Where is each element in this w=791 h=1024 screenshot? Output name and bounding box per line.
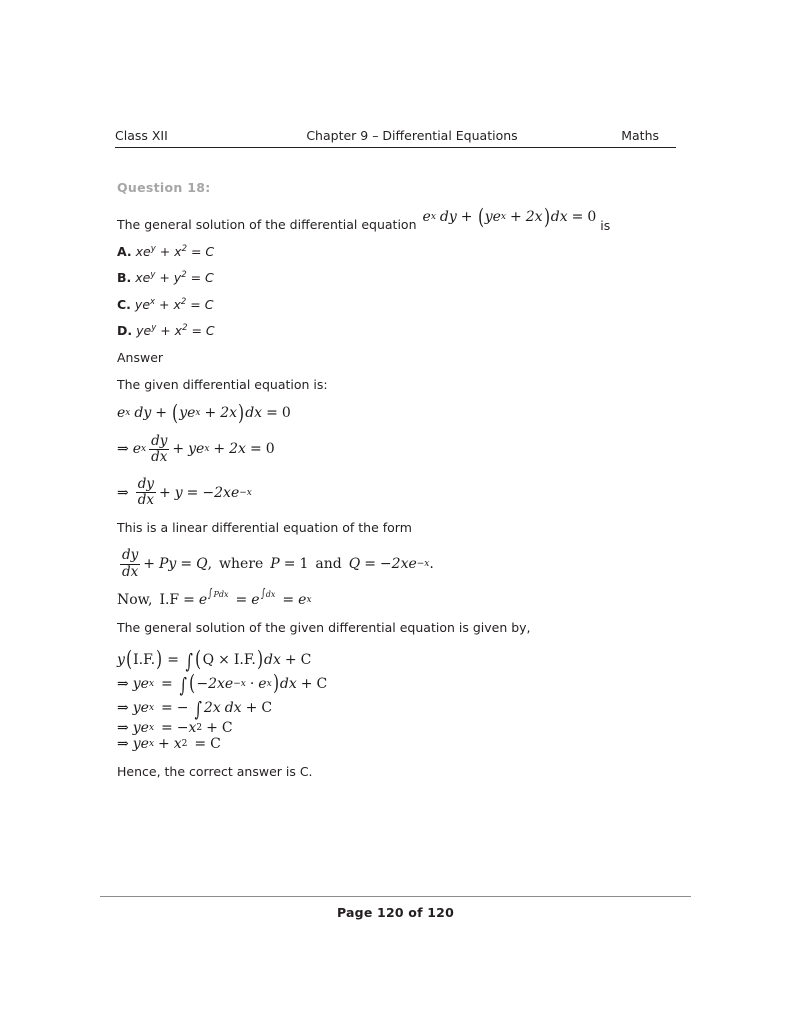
option-d-label: D. [117, 323, 133, 339]
page-content [117, 180, 687, 790]
fraction-dy-dx: $\frac{dy}{dx}$ [151, 432, 168, 465]
equation-solution-2: ⇒ ye x = ∫ ( − 2xe −x · e x ) dx + C [117, 671, 328, 697]
option-c-text: $ye^x + x^2 = C$ [134, 296, 214, 312]
option-b-label: B. [117, 270, 132, 286]
header-subject-label: Maths [621, 128, 659, 143]
equation-step-1: e x dy + ( ye x + 2x ) dx = 0 [117, 401, 291, 426]
linear-form-text: This is a linear differential equation of the form [117, 520, 412, 536]
option-b-text: $xe^y + y^2 = C$ [135, 270, 214, 286]
option-b [117, 269, 687, 287]
option-c [117, 296, 687, 314]
page-header [115, 128, 676, 143]
equation-solution-4: ⇒ ye x = − x 2 + C [117, 719, 233, 736]
fraction-dy-dx-3: $\frac{dy}{dx}$ [122, 547, 139, 580]
conclusion-text: Hence, the correct answer is C. [117, 763, 313, 779]
option-c-label: C. [117, 296, 131, 312]
question-title: Question 18: [117, 180, 211, 195]
header-divider [115, 147, 676, 148]
question-prompt-lead: The general solution of the differential equation [117, 216, 417, 232]
question-prompt [117, 205, 687, 233]
option-d [117, 322, 687, 340]
footer-divider [100, 896, 691, 897]
fraction-dy-dx-2: $\frac{dy}{dx}$ [137, 476, 155, 509]
equation-step-2: ⇒ e x $\frac{dy}{dx}$ + ye x + 2x = 0 [117, 432, 275, 465]
question-prompt-equation: e x dy + ( ye x + 2x ) dx = 0 [422, 205, 597, 229]
equation-step-3: ⇒ $\frac{dy}{dx}$ + y = − 2xe −x [117, 476, 252, 509]
general-solution-text: The general solution of the given differential equation is given by, [117, 619, 531, 635]
page-number-label: Page 120 of 120 [337, 905, 454, 920]
header-chapter-title: Chapter 9 – Differential Equations [306, 128, 518, 143]
header-class-label: Class XII [115, 128, 168, 143]
question-prompt-trail: is [600, 217, 611, 233]
equation-solution-3: ⇒ ye x = − ∫ 2x dx + C [117, 696, 273, 721]
option-a-text: $xe^y + x^2 = C$ [135, 243, 215, 259]
equation-solution-1: y ( I.F. ) = ∫ ( Q × I.F. ) dx + C [117, 647, 312, 673]
option-a-label: A. [117, 243, 132, 259]
equation-linear-form: $\frac{dy}{dx}$ + Py = Q , where P = 1 and Q = − 2xe −x . [122, 547, 434, 580]
equation-integrating-factor: Now, I.F = e ∫Pdx = e ∫dx = e x [117, 585, 312, 608]
answer-heading: Answer [117, 349, 164, 365]
answer-intro: The given differential equation is: [117, 376, 328, 392]
option-d-text: $ye^y + x^2 = C$ [136, 323, 215, 339]
equation-solution-5: ⇒ ye x + x 2 = C [117, 735, 221, 752]
option-a [117, 243, 687, 261]
